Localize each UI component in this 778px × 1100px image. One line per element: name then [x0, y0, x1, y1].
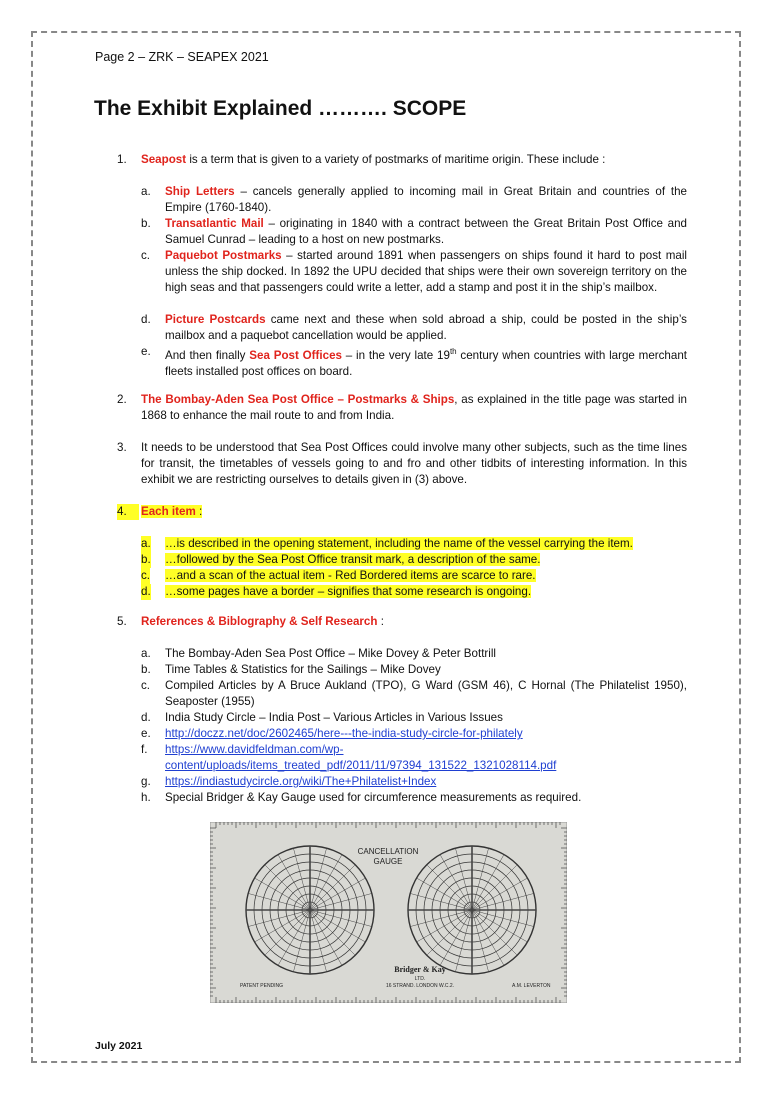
doczz-link[interactable]: http://doczz.net/doc/2602465/here---the-india-study-circle-for-philately: [165, 727, 523, 740]
maker-name: Bridger & Kay: [394, 965, 446, 974]
indiastudycircle-link[interactable]: https://indiastudycircle.org/wiki/The+Philatelist+Index: [165, 775, 437, 788]
item-text: Time Tables & Statistics for the Sailings – Mike Dovey: [165, 663, 441, 676]
section-term: References & Biblography & Self Research: [141, 615, 378, 628]
section-text: It needs to be understood that Sea Post Offices could involve many other subjects, such as the time lines for transit, the timetables of vessels going to and fro and other tidbits of interesting information. In this exhibit we are restricting ourselves to details given in (3) above.: [141, 441, 687, 486]
reference-f: [141, 742, 687, 774]
reference-d: [141, 710, 687, 726]
item-letter: g.: [141, 775, 151, 788]
item-text: – originating in 1840 with a contract between the Great Britain Post Office and Samuel Cunrad – leading to a host on new postmarks.: [165, 217, 687, 246]
item-text: …followed by the Sea Post Office transit mark, a description of the same.: [165, 553, 541, 566]
item-text: …some pages have a border – signifies that some research is ongoing.: [165, 585, 532, 598]
section-4-item-d: [141, 584, 687, 600]
seapost-term: Seapost: [141, 153, 187, 166]
section-4-item-a: [141, 536, 687, 552]
section-number: 3.: [117, 441, 127, 454]
section-2: [117, 392, 687, 424]
item-text: India Study Circle – India Post – Various Articles in Various Issues: [165, 711, 503, 724]
section-1-item-a: [141, 184, 687, 216]
item-letter: c.: [141, 249, 151, 262]
item-letter: c.: [141, 679, 151, 692]
patent-text: PATENT PENDING: [240, 983, 284, 989]
reference-g: [141, 774, 687, 790]
reference-e: [141, 726, 687, 742]
item-text: Special Bridger & Kay Gauge used for circumference measurements as required.: [165, 791, 582, 804]
item-letter: e.: [141, 727, 151, 740]
section-5: [117, 614, 687, 630]
davidfeldman-link-cont[interactable]: content/uploads/items_treated_pdf/2011/11/97394_131522_1321028114.pdf: [165, 759, 557, 772]
item-term: Ship Letters: [165, 185, 235, 198]
item-term: Paquebot Postmarks: [165, 249, 282, 262]
page-footer: July 2021: [95, 1040, 143, 1052]
item-letter: h.: [141, 791, 151, 804]
section-1: [117, 152, 687, 168]
davidfeldman-link[interactable]: https://www.davidfeldman.com/wp-: [165, 743, 344, 756]
section-term: The Bombay-Aden Sea Post Office – Postmarks & Ships: [141, 393, 455, 406]
item-letter: f.: [141, 743, 148, 756]
item-letter: a.: [141, 185, 151, 198]
section-colon: :: [377, 615, 384, 628]
reference-a: [141, 646, 687, 662]
page-header: Page 2 – ZRK – SEAPEX 2021: [95, 50, 269, 64]
item-letter: b.: [141, 217, 151, 230]
section-text: , as explained in the title page was started in 1868 to enhance the mail route to and from India.: [141, 393, 687, 422]
reference-h: [141, 790, 687, 806]
item-text: The Bombay-Aden Sea Post Office – Mike Dovey & Peter Bottrill: [165, 647, 496, 660]
author-text: A.M. LEVERTON: [512, 983, 551, 989]
item-text: Compiled Articles by A Bruce Aukland (TPO), G Ward (GSM 46), C Hornal (The Philatelist 1950), Seaposter (1955): [165, 679, 687, 708]
item-letter: e.: [141, 345, 151, 358]
section-1-item-b: [141, 216, 687, 248]
section-3: [117, 440, 687, 488]
section-number: 2.: [117, 393, 127, 406]
item-letter: d.: [141, 585, 151, 598]
item-letter: d.: [141, 711, 151, 724]
item-letter: d.: [141, 313, 151, 326]
item-term: Transatlantic Mail: [165, 217, 264, 230]
gauge-target-left: [246, 846, 374, 974]
superscript: th: [449, 347, 457, 356]
item-letter: b.: [141, 663, 151, 676]
gauge-subtitle: GAUGE: [373, 857, 403, 866]
section-4-item-c: [141, 568, 687, 584]
item-letter: a.: [141, 647, 151, 660]
section-number: 4.: [117, 504, 139, 520]
section-1-item-d: [141, 312, 687, 344]
reference-b: [141, 662, 687, 678]
item-letter: a.: [141, 537, 151, 550]
maker-address: 16 STRAND. LONDON W.C.2.: [385, 983, 455, 989]
item-text: came next and these when sold abroad a ship, could be posted in the ship’s mailbox and a paquebot cancellation would be applied.: [165, 313, 687, 342]
page-title: The Exhibit Explained ………. SCOPE: [94, 97, 467, 120]
section-1-item-c: [141, 248, 687, 296]
item-text: – cancels generally applied to incoming mail in Great Britain and countries of the Empire (1760-1840).: [165, 185, 688, 214]
gauge-title: CANCELLATION: [357, 847, 419, 856]
section-1-item-e: [141, 344, 687, 380]
reference-c: [141, 678, 687, 710]
item-text: …is described in the opening statement, including the name of the vessel carrying the item.: [165, 537, 633, 550]
section-4: [117, 504, 687, 520]
item-text: – in the very late 19: [341, 348, 450, 362]
item-text: – started around 1891 when passengers on ships found it hard to post mail unless the ship docked. In 1892 the UPU decided that ships were their own sovereign territory on the high seas and that passengers could write a letter, add a stamp and post it in the ship’s mailbox.: [165, 249, 687, 294]
cancellation-gauge-image: [210, 822, 567, 1003]
section-number: 1.: [117, 153, 127, 166]
gauge-target-right: [408, 846, 536, 974]
item-letter: b.: [141, 553, 151, 566]
item-text: century when countries with large merchant fleets installed post offices on board.: [165, 348, 687, 378]
item-term: Picture Postcards: [165, 313, 266, 326]
section-4-item-b: [141, 552, 687, 568]
maker-ltd: LTD.: [414, 976, 426, 982]
section-colon: :: [195, 505, 203, 518]
section-term: Each item: [141, 505, 196, 518]
section-number: 5.: [117, 615, 127, 628]
item-term: Sea Post Offices: [249, 348, 342, 362]
item-text: …and a scan of the actual item - Red Bordered items are scarce to rare.: [165, 569, 536, 582]
section-text: is a term that is given to a variety of postmarks of maritime origin. These include :: [186, 153, 606, 166]
item-letter: c.: [141, 569, 151, 582]
item-text: And then finally: [165, 348, 250, 362]
